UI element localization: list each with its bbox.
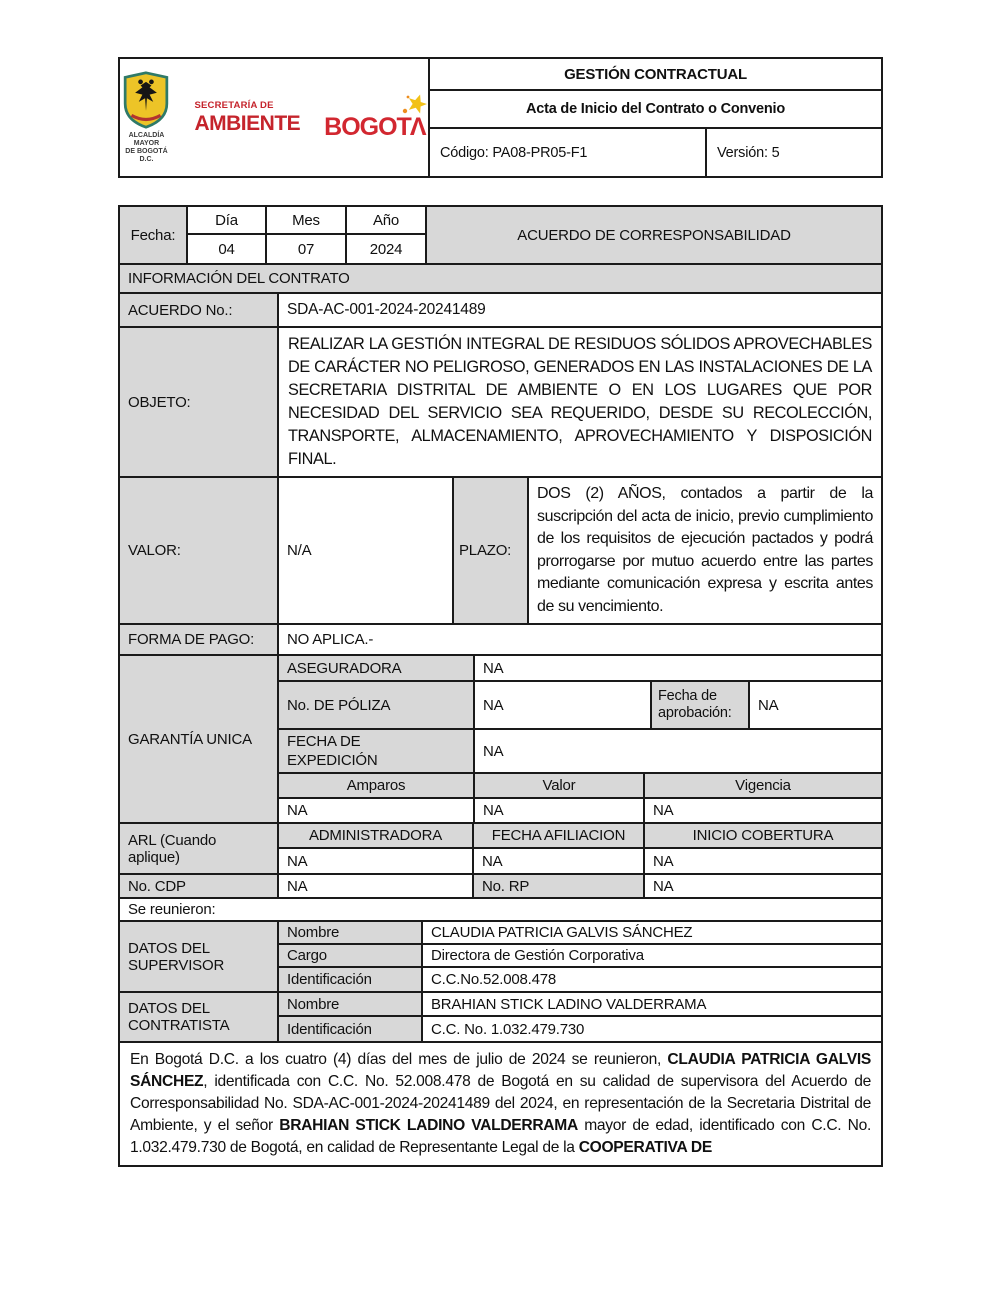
amparos-header-row — [279, 774, 881, 799]
arl-values-row — [279, 849, 881, 873]
plazo-label: PLAZO: — [454, 478, 529, 623]
objeto-value: REALIZAR LA GESTIÓN INTEGRAL DE RESIDUOS SÓLIDOS APROVECHABLES DE CARÁCTER NO PELIGROSO, GENERADOS EN LAS INSTALACIONES DE LA SECRETARIA DISTRITAL DE AMBIENTE O EN LOS LUGARES QUE POR NECESIDAD DEL SERVICIO SEA REQUERIDO, DESDE SU RECOLECCIÓN, TRANSPORTE, ALMACENAMIENTO, APROVECHAMIENTO Y DISPOSICIÓN FINAL. — [288, 335, 872, 468]
garantia-section — [120, 656, 881, 824]
secretaria-ambiente-logo — [194, 101, 300, 134]
crest-caption-line2: DE BOGOTÁ D.C. — [125, 148, 168, 163]
fecha-afiliacion-value: NA — [474, 849, 645, 873]
closing-seg1: En Bogotá D.C. a los cuatro (4) días del mes de julio de 2024 se reunieron, — [130, 1051, 668, 1068]
valor-plazo-row — [120, 478, 881, 625]
bogota-star-icon — [398, 91, 432, 121]
vigencia-value: NA — [653, 802, 674, 819]
fecha-aprobacion-value: NA — [758, 696, 779, 714]
doc-subtitle: Acta de Inicio del Contrato o Convenio — [430, 91, 881, 129]
fecha-mes-header: Mes — [267, 207, 347, 235]
se-reunieron-text: Se reunieron: — [128, 901, 216, 918]
contratista-nombre-value: BRAHIAN STICK LADINO VALDERRAMA — [431, 995, 707, 1013]
administradora-value: NA — [279, 849, 474, 873]
closing-cooperativa: COOPERATIVA DE — [578, 1139, 712, 1156]
contratista-body — [279, 993, 881, 1041]
acuerdo-no-value: SDA-AC-001-2024-20241489 — [287, 301, 486, 318]
fecha-dia-header: Día — [188, 207, 267, 235]
aseguradora-value: NA — [483, 659, 504, 677]
acuerdo-no-label: ACUERDO No.: — [120, 294, 279, 326]
forma-pago-value: NO APLICA.- — [287, 631, 374, 648]
cdp-rp-row — [120, 875, 881, 899]
closing-paragraph — [120, 1043, 881, 1165]
inicio-cobertura-value: NA — [653, 852, 674, 870]
garantia-body — [279, 656, 881, 822]
contratista-label: DATOS DEL CONTRATISTA — [120, 993, 279, 1041]
acuerdo-no-row — [120, 294, 881, 328]
rp-label: No. RP — [474, 875, 645, 897]
poliza-label: No. DE PÓLIZA — [279, 682, 475, 728]
fecha-ano-value: 2024 — [347, 235, 427, 263]
fecha-aprobacion-label: Fecha de aprobación: — [652, 682, 750, 728]
valor-label: VALOR: — [120, 478, 279, 623]
supervisor-cargo-row — [279, 945, 881, 968]
cdp-label: No. CDP — [120, 875, 279, 897]
main-table — [118, 205, 883, 1167]
bogota-logo — [324, 95, 425, 140]
vigencia-header: Vigencia — [645, 774, 881, 797]
crest-caption-line1: ALCALDÍA MAYOR — [128, 132, 165, 147]
objeto-row — [120, 328, 881, 478]
forma-pago-row — [120, 625, 881, 656]
cdp-value: NA — [279, 875, 474, 897]
valor-value: N/A — [279, 478, 454, 623]
contratista-nombre-label: Nombre — [279, 993, 423, 1015]
code-version-row — [430, 129, 881, 176]
contratista-id-label: Identificación — [279, 1017, 423, 1041]
fecha-mes-value: 07 — [267, 235, 347, 263]
contratista-id-row — [279, 1017, 881, 1041]
supervisor-nombre-row — [279, 922, 881, 945]
doc-version: Versión: 5 — [717, 144, 780, 161]
alcaldia-crest — [122, 71, 170, 164]
contratista-section — [120, 993, 881, 1043]
amparos-header: Amparos — [279, 774, 475, 797]
se-reunieron-row — [120, 899, 881, 922]
supervisor-nombre-value: CLAUDIA PATRICIA GALVIS SÁNCHEZ — [431, 924, 693, 941]
arl-body — [279, 824, 881, 873]
valor-value-cell: NA — [475, 799, 645, 822]
arl-section — [120, 824, 881, 875]
administradora-header: ADMINISTRADORA — [279, 824, 474, 847]
closing-contratista-name: BRAHIAN STICK LADINO VALDERRAMA — [279, 1117, 578, 1134]
contratista-id-value: C.C. No. 1.032.479.730 — [431, 1020, 585, 1038]
supervisor-label: DATOS DEL SUPERVISOR — [120, 922, 279, 991]
logo-area — [120, 59, 430, 176]
doc-title: GESTIÓN CONTRACTUAL — [430, 59, 881, 91]
aseguradora-row — [279, 656, 881, 682]
fecha-ano-header: Año — [347, 207, 427, 235]
contratista-nombre-row — [279, 993, 881, 1017]
poliza-row — [279, 682, 881, 730]
plazo-value: DOS (2) AÑOS, contados a partir de la suscripción del acta de inicio, previo cumplimiento de los requisitos de ejecución pactados y podrá prorrogarse por mutuo acuerdo entre las partes mediante comunicación expresa y escrita antes de su vencimiento. — [537, 485, 873, 615]
supervisor-nombre-label: Nombre — [279, 922, 423, 943]
fecha-expedicion-row — [279, 730, 881, 774]
fecha-label: Fecha: — [120, 207, 188, 263]
aseguradora-label: ASEGURADORA — [279, 656, 475, 680]
supervisor-id-row — [279, 968, 881, 991]
info-contrato-title: INFORMACIÓN DEL CONTRATO — [120, 265, 881, 292]
bogota-coat-of-arms-icon — [122, 71, 170, 129]
fecha-row — [120, 207, 881, 265]
doc-code: Código: PA08-PR05-F1 — [430, 129, 707, 176]
header-right — [430, 59, 881, 176]
amparos-values-row — [279, 799, 881, 822]
closing-supervisor-name: CLAUDIA PATRICIA GALVIS SÁNCHEZ — [130, 1051, 871, 1090]
fecha-expedicion-value: NA — [483, 742, 504, 760]
supervisor-body — [279, 922, 881, 991]
poliza-value: NA — [475, 682, 652, 728]
fecha-dia-value: 04 — [188, 235, 267, 263]
arl-label: ARL (Cuando aplique) — [120, 824, 279, 873]
supervisor-id-value: C.C.No.52.008.478 — [431, 971, 557, 988]
forma-pago-label: FORMA DE PAGO: — [120, 625, 279, 654]
objeto-label: OBJETO: — [120, 328, 279, 476]
supervisor-section — [120, 922, 881, 993]
supervisor-id-label: Identificación — [279, 968, 423, 991]
garantia-label: GARANTÍA UNICA — [120, 656, 279, 822]
secretaria-de-label: SECRETARÍA DE — [194, 100, 274, 112]
fecha-grid — [188, 207, 427, 263]
header-table — [118, 57, 883, 178]
closing-paragraph-row — [120, 1043, 881, 1165]
valor-header: Valor — [475, 774, 645, 797]
arl-header-row — [279, 824, 881, 849]
crest-caption — [122, 132, 170, 164]
supervisor-cargo-value: Directora de Gestión Corporativa — [431, 947, 644, 964]
closing-seg3: , identificada con C.C. No. 52.008.478 de Bogotá en su calidad de supervisora del Acuerdo de Corresponsabilidad No. SDA-AC-001-2024-20241489 del 2024, en representación de la Secretaria Distrital de Ambiente, y el señor — [130, 1073, 871, 1134]
ambiente-label: AMBIENTE — [194, 111, 301, 135]
rp-value: NA — [653, 877, 674, 895]
supervisor-cargo-label: Cargo — [279, 945, 423, 966]
info-contrato-row — [120, 265, 881, 294]
closing-seg5: mayor de edad, identificado con C.C. No. 1.032.479.730 de Bogotá, en calidad de Representante Legal de la — [130, 1117, 871, 1156]
acuerdo-corresponsabilidad-title: ACUERDO DE CORRESPONSABILIDAD — [427, 207, 881, 263]
fecha-afiliacion-header: FECHA AFILIACION — [474, 824, 645, 847]
fecha-expedicion-label: FECHA DE EXPEDICIÓN — [279, 730, 475, 772]
bogota-wordmark-text: BOGOT — [324, 113, 411, 141]
bogota-lambda-glyph: Λ — [409, 113, 426, 141]
amparos-value: NA — [279, 799, 475, 822]
inicio-cobertura-header: INICIO COBERTURA — [645, 824, 881, 847]
